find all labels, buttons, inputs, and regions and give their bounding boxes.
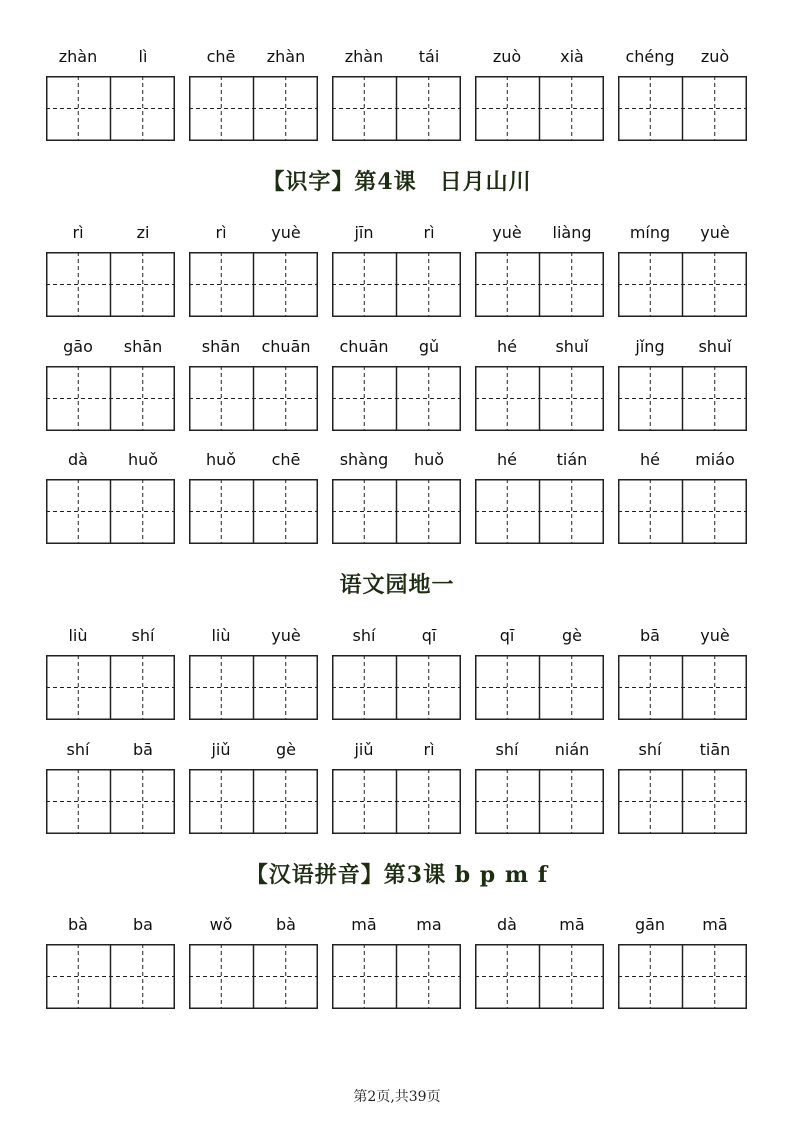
word-box xyxy=(189,335,318,435)
word-row xyxy=(46,335,746,435)
pinyin-label: lì xyxy=(138,47,148,66)
pinyin-label: gān xyxy=(634,915,666,934)
word-box xyxy=(46,45,175,145)
pinyin-label: jīn xyxy=(354,223,374,242)
pinyin-label: míng xyxy=(629,223,671,242)
tianzige-writing-grid[interactable] xyxy=(189,944,318,1009)
tianzige-writing-grid[interactable] xyxy=(189,479,318,544)
tianzige-writing-grid[interactable] xyxy=(618,655,747,720)
pinyin-label: yuè xyxy=(700,223,730,242)
pinyin-label: shuǐ xyxy=(555,337,589,356)
pinyin-label: hé xyxy=(497,450,517,469)
tianzige-writing-grid[interactable] xyxy=(332,944,461,1009)
tianzige-writing-grid[interactable] xyxy=(332,252,461,317)
pinyin-label: zhàn xyxy=(58,47,98,66)
pinyin-label: liàng xyxy=(552,223,592,242)
pinyin-label: bā xyxy=(133,740,153,759)
pinyin-label: mā xyxy=(559,915,585,934)
word-box xyxy=(475,738,604,838)
pinyin-label: zuò xyxy=(492,47,522,66)
pinyin-label: gè xyxy=(276,740,296,759)
word-box xyxy=(618,913,747,1013)
tianzige-writing-grid[interactable] xyxy=(618,479,747,544)
pinyin-label: hé xyxy=(640,450,660,469)
pinyin-label: wǒ xyxy=(209,915,233,934)
pinyin-label: dà xyxy=(497,915,517,934)
pinyin-label: rì xyxy=(423,740,435,759)
word-box xyxy=(189,624,318,724)
pinyin-label: yuè xyxy=(700,626,730,645)
pinyin-label: liù xyxy=(68,626,88,645)
tianzige-writing-grid[interactable] xyxy=(332,769,461,834)
pinyin-label: mā xyxy=(702,915,728,934)
tianzige-writing-grid[interactable] xyxy=(46,944,175,1009)
word-box xyxy=(332,448,461,548)
pinyin-label: zhàn xyxy=(266,47,306,66)
pinyin-label: nián xyxy=(554,740,590,759)
word-box xyxy=(475,221,604,321)
pinyin-label: shàng xyxy=(339,450,389,469)
section-heading: 语文园地一 xyxy=(339,572,455,598)
pinyin-label: xià xyxy=(560,47,584,66)
word-box xyxy=(618,335,747,435)
tianzige-writing-grid[interactable] xyxy=(475,769,604,834)
pinyin-label: rì xyxy=(72,223,84,242)
word-box xyxy=(332,221,461,321)
word-box xyxy=(618,448,747,548)
tianzige-writing-grid[interactable] xyxy=(475,479,604,544)
word-box xyxy=(332,45,461,145)
pinyin-label: gǔ xyxy=(418,337,440,356)
word-box xyxy=(618,221,747,321)
pinyin-label: bā xyxy=(640,626,660,645)
tianzige-writing-grid[interactable] xyxy=(475,366,604,431)
pinyin-label: bà xyxy=(276,915,296,934)
tianzige-writing-grid[interactable] xyxy=(618,76,747,141)
pinyin-label: jǐng xyxy=(635,337,665,356)
pinyin-label: shí xyxy=(66,740,90,759)
tianzige-writing-grid[interactable] xyxy=(189,366,318,431)
word-box xyxy=(189,448,318,548)
tianzige-writing-grid[interactable] xyxy=(189,769,318,834)
pinyin-label: shí xyxy=(495,740,519,759)
word-box xyxy=(475,913,604,1013)
word-box xyxy=(475,335,604,435)
word-box xyxy=(46,913,175,1013)
pinyin-label: chē xyxy=(271,450,301,469)
word-row xyxy=(46,738,746,838)
tianzige-writing-grid[interactable] xyxy=(475,655,604,720)
word-box xyxy=(475,448,604,548)
pinyin-label: huǒ xyxy=(205,450,237,469)
pinyin-label: jiǔ xyxy=(354,740,374,759)
tianzige-writing-grid[interactable] xyxy=(46,655,175,720)
tianzige-writing-grid[interactable] xyxy=(189,252,318,317)
pinyin-label: hé xyxy=(497,337,517,356)
tianzige-writing-grid[interactable] xyxy=(332,655,461,720)
tianzige-writing-grid[interactable] xyxy=(332,479,461,544)
pinyin-label: zi xyxy=(136,223,150,242)
pinyin-label: qī xyxy=(421,626,437,645)
pinyin-label: jiǔ xyxy=(211,740,231,759)
word-box xyxy=(618,624,747,724)
pinyin-label: gāo xyxy=(63,337,93,356)
word-box xyxy=(46,335,175,435)
pinyin-label: shí xyxy=(352,626,376,645)
pinyin-label: zuò xyxy=(700,47,730,66)
tianzige-writing-grid[interactable] xyxy=(189,76,318,141)
pinyin-label: huǒ xyxy=(413,450,445,469)
pinyin-label: chē xyxy=(206,47,236,66)
pinyin-label: tiān xyxy=(699,740,731,759)
tianzige-writing-grid[interactable] xyxy=(618,366,747,431)
pinyin-label: zhàn xyxy=(344,47,384,66)
word-box xyxy=(46,738,175,838)
pinyin-label: shuǐ xyxy=(698,337,732,356)
pinyin-label: shān xyxy=(123,337,163,356)
pinyin-label: liù xyxy=(211,626,231,645)
word-row xyxy=(46,913,746,1013)
pinyin-label: yuè xyxy=(271,223,301,242)
pinyin-label: shān xyxy=(201,337,241,356)
word-box xyxy=(46,221,175,321)
pinyin-label: qī xyxy=(499,626,515,645)
pinyin-label: shí xyxy=(638,740,662,759)
pinyin-label: bà xyxy=(68,915,88,934)
word-box xyxy=(46,448,175,548)
word-box xyxy=(46,624,175,724)
section-heading: 【汉语拼音】第3课 b p m f xyxy=(245,862,549,888)
word-box xyxy=(189,738,318,838)
tianzige-writing-grid[interactable] xyxy=(46,252,175,317)
tianzige-writing-grid[interactable] xyxy=(618,769,747,834)
word-box xyxy=(332,624,461,724)
word-row xyxy=(46,448,746,548)
word-box xyxy=(475,45,604,145)
tianzige-writing-grid[interactable] xyxy=(475,76,604,141)
tianzige-writing-grid[interactable] xyxy=(46,366,175,431)
pinyin-label: ba xyxy=(133,915,153,934)
tianzige-writing-grid[interactable] xyxy=(618,252,747,317)
pinyin-label: chuān xyxy=(261,337,311,356)
pinyin-label: ma xyxy=(416,915,442,934)
pinyin-label: rì xyxy=(423,223,435,242)
tianzige-writing-grid[interactable] xyxy=(46,769,175,834)
tianzige-writing-grid[interactable] xyxy=(46,479,175,544)
word-row xyxy=(46,45,746,145)
pinyin-label: huǒ xyxy=(127,450,159,469)
tianzige-writing-grid[interactable] xyxy=(618,944,747,1009)
word-box xyxy=(332,335,461,435)
tianzige-writing-grid[interactable] xyxy=(332,76,461,141)
pinyin-label: tái xyxy=(418,47,440,66)
pinyin-label: rì xyxy=(215,223,227,242)
word-box xyxy=(332,738,461,838)
pinyin-label: yuè xyxy=(271,626,301,645)
pinyin-label: chuān xyxy=(339,337,389,356)
pinyin-label: shí xyxy=(131,626,155,645)
pinyin-label: chéng xyxy=(625,47,675,66)
word-row xyxy=(46,624,746,724)
word-box xyxy=(189,913,318,1013)
pinyin-label: gè xyxy=(562,626,582,645)
word-box xyxy=(618,738,747,838)
word-box xyxy=(189,45,318,145)
pinyin-label: mā xyxy=(351,915,377,934)
page-number-footer: 第2页,共39页 xyxy=(353,1089,441,1105)
word-box xyxy=(332,913,461,1013)
pinyin-label: dà xyxy=(68,450,88,469)
tianzige-writing-grid[interactable] xyxy=(475,252,604,317)
tianzige-writing-grid[interactable] xyxy=(189,655,318,720)
pinyin-label: tián xyxy=(556,450,588,469)
word-row xyxy=(46,221,746,321)
tianzige-writing-grid[interactable] xyxy=(332,366,461,431)
pinyin-label: miáo xyxy=(695,450,735,469)
section-heading: 【识字】第4课 日月山川 xyxy=(262,169,532,195)
word-box xyxy=(189,221,318,321)
pinyin-label: yuè xyxy=(492,223,522,242)
tianzige-writing-grid[interactable] xyxy=(475,944,604,1009)
word-box xyxy=(475,624,604,724)
tianzige-writing-grid[interactable] xyxy=(46,76,175,141)
word-box xyxy=(618,45,747,145)
